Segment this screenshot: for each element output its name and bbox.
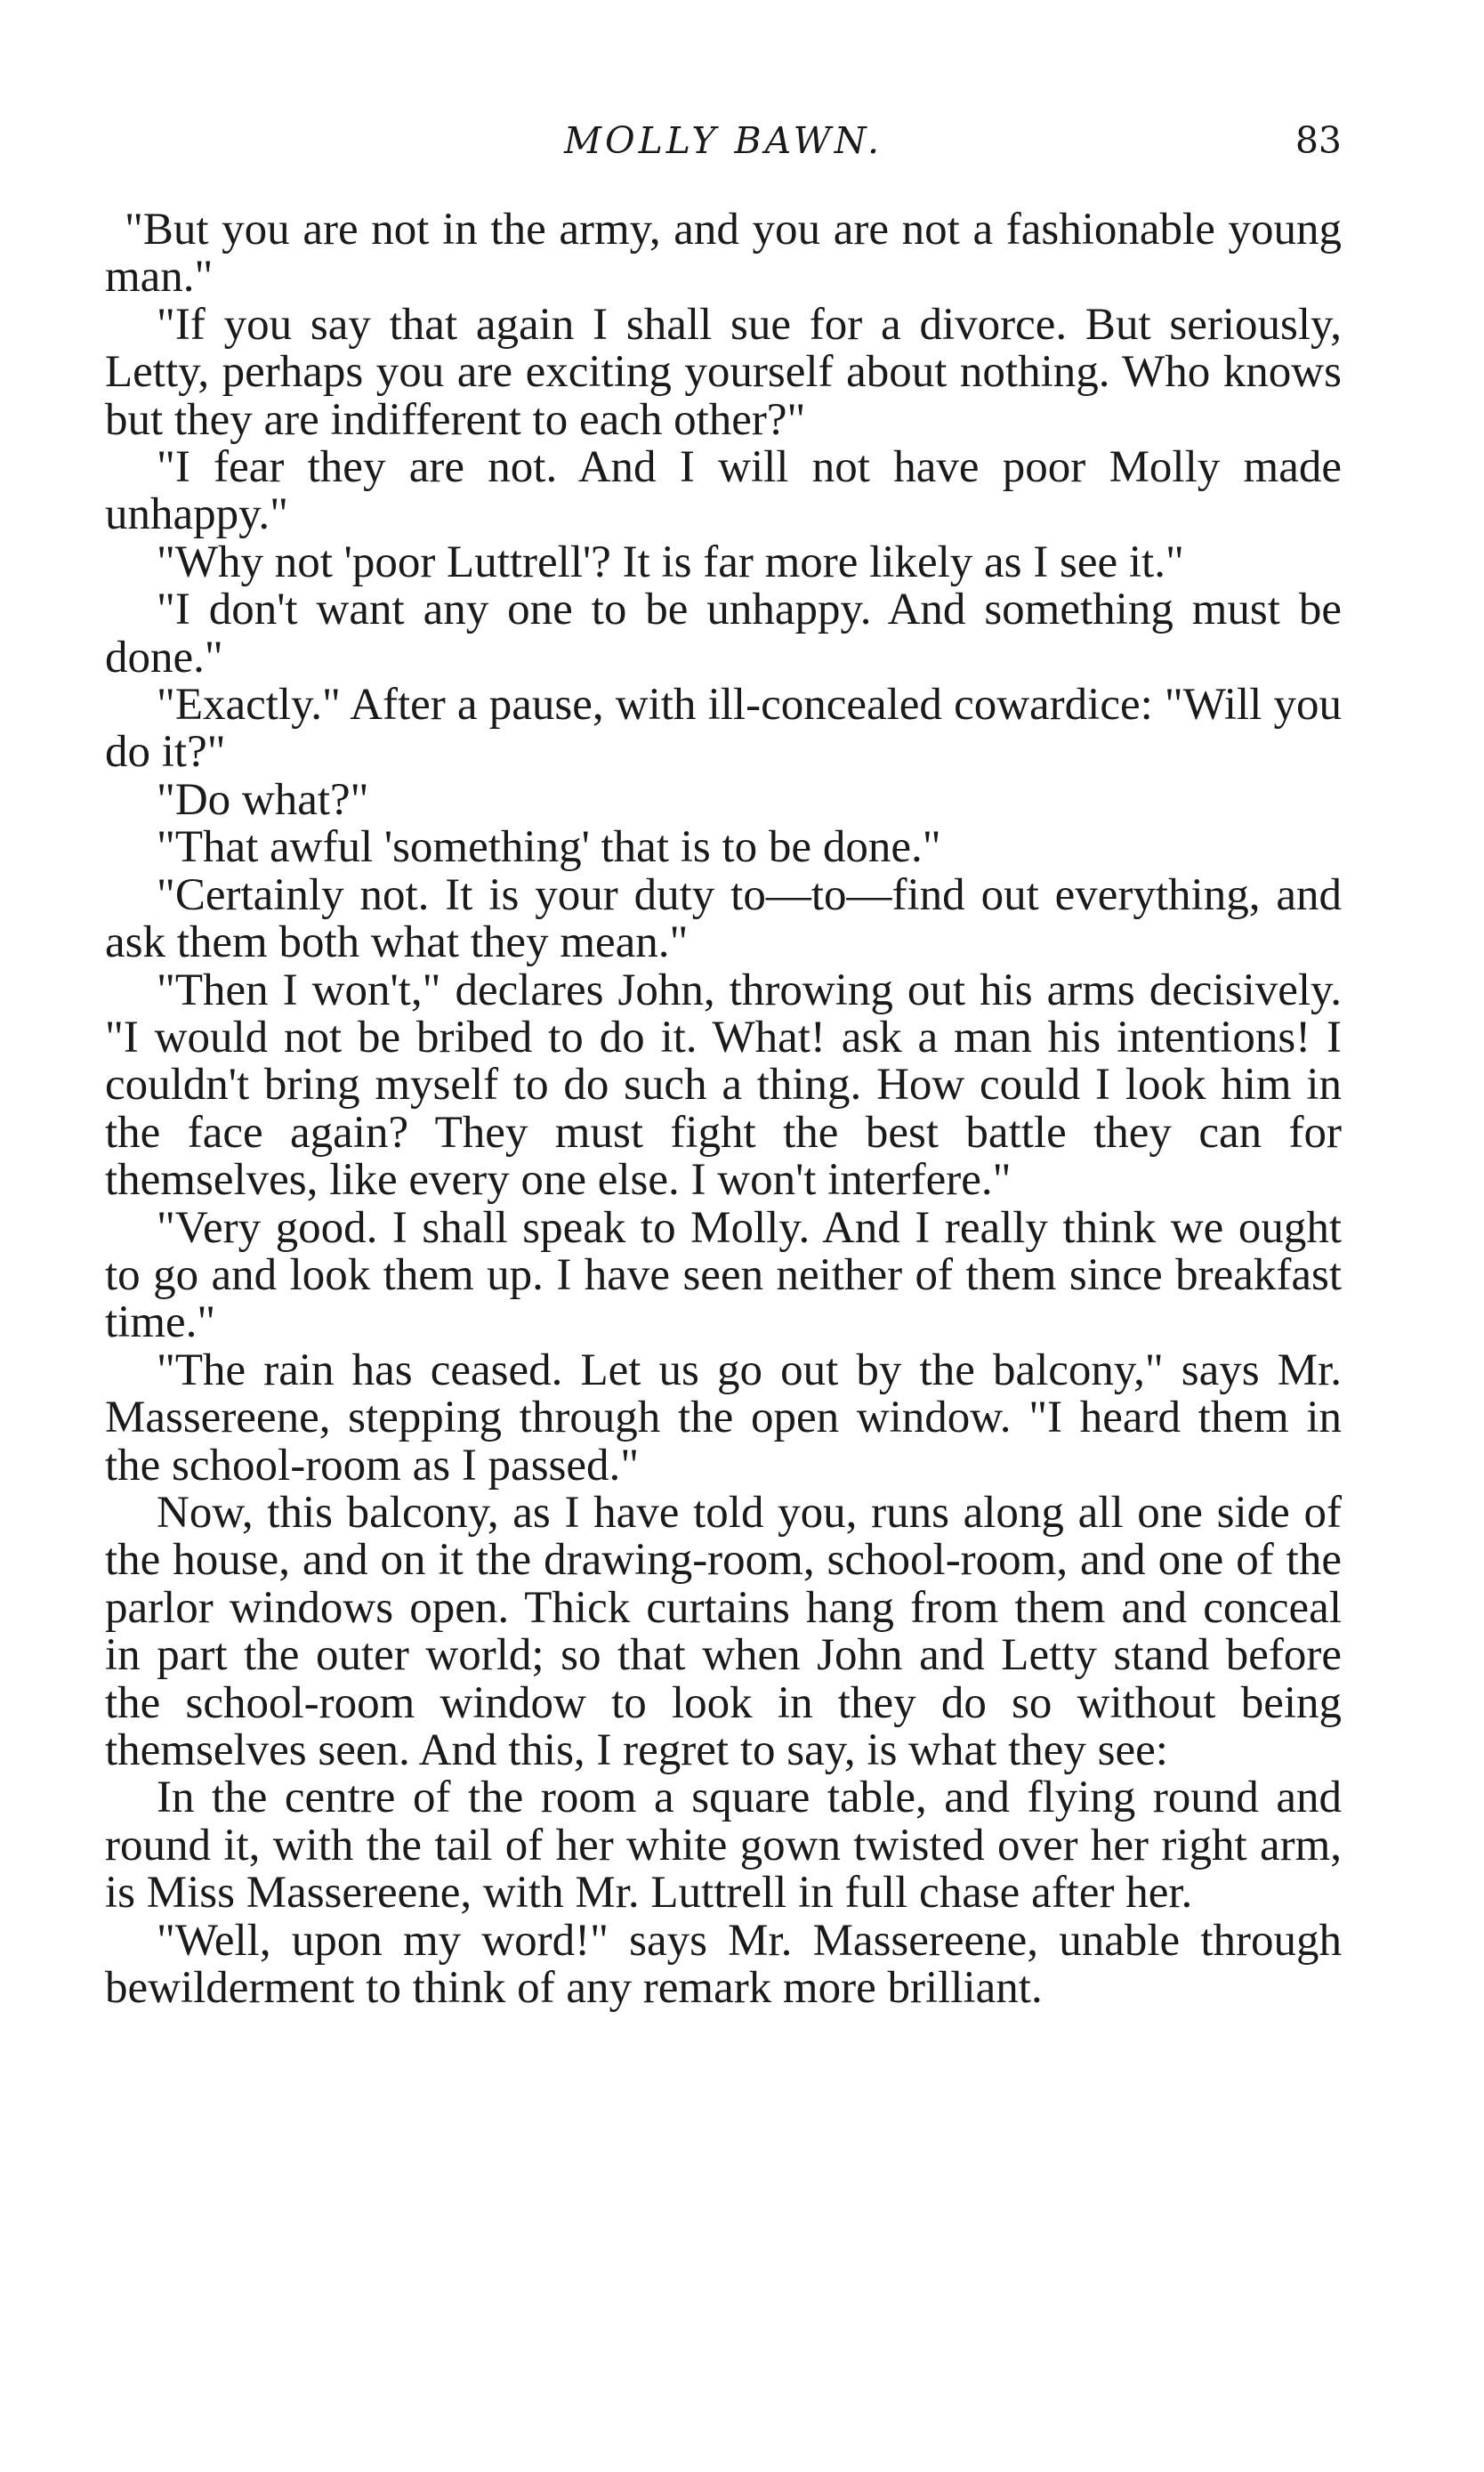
running-head — [105, 114, 1342, 167]
paragraph: "Very good. I shall speak to Molly. And I really think we ought to go and look them up. I have seen neither of them since breakfast time." — [105, 1202, 1342, 1348]
paragraph: "I don't want any one to be unhappy. And something must be done." — [105, 585, 1342, 683]
paragraph: Now, this balcony, as I have told you, runs along all one side of the house, and on it the drawing-room, school-room, and one of the parlor windows open. Thick curtains hang from them and conceal in part the outer world; so that when John and Letty stand before the school-room window to look in they do so without being themselves seen. And this, I regret to say, is what they see: — [105, 1487, 1342, 1775]
paragraph: "I fear they are not. And I will not have poor Molly made unhappy." — [105, 442, 1342, 540]
paragraph: "That awful 'something' that is to be done." — [157, 822, 941, 873]
paragraph: "Then I won't," declares John, throwing out his arms decisively. "I would not be bribed to do it. What! ask a man his intentions! I couldn't bring myself to do such a thing. How could I look him in the face again? They must fight the best battle they can for themselves, like every one else. I won't interfere." — [105, 965, 1342, 1206]
body-text — [105, 206, 1342, 2360]
paragraph: "But you are not in the army, and you are not a fashionable young man." — [105, 206, 1342, 303]
paragraph: "Exactly." After a pause, with ill-concealed cowardice: "Will you do it?" — [105, 680, 1342, 778]
running-title: MOLLY BAWN. — [563, 119, 883, 162]
paragraph: "If you say that again I shall sue for a divorce. But seriously, Letty, perhaps you are exciting yourself about nothing. Who knows but they are indifferent to each other?" — [105, 299, 1342, 445]
paragraph: "Do what?" — [157, 774, 369, 825]
paragraph: "The rain has ceased. Let us go out by the balcony," says Mr. Massereene, stepping through the open window. "I heard them in the school-room as I passed." — [105, 1345, 1342, 1490]
paragraph: "Why not 'poor Luttrell'? It is far more likely as I see it." — [157, 537, 1184, 587]
paragraph: "Well, upon my word!" says Mr. Massereene, unable through bewilderment to think of any remark more brilliant. — [105, 1915, 1342, 2014]
paragraph: In the centre of the room a square table, and flying round and round it, with the tail of her white gown twisted over her right arm, is Miss Massereene, with Mr. Luttrell in full chase after her. — [105, 1773, 1342, 1919]
paragraph: "Certainly not. It is your duty to—to—find out everything, and ask them both what they mean." — [105, 869, 1342, 968]
page-number: 83 — [1294, 119, 1342, 162]
